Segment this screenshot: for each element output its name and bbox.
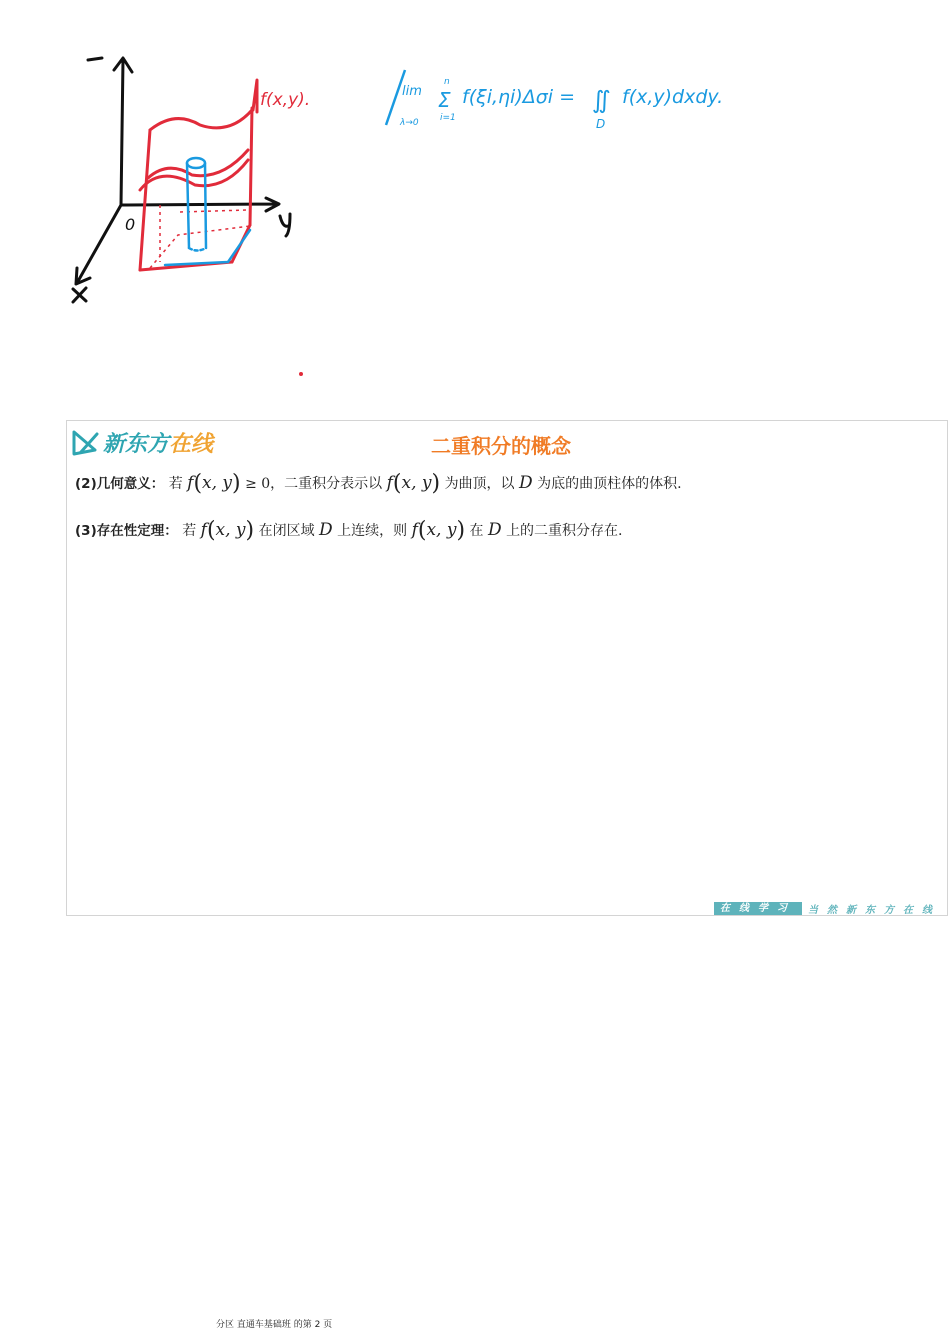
text: 若 — [182, 523, 197, 539]
paragraph-geometric-meaning — [75, 471, 682, 496]
handwritten-sketch — [0, 0, 950, 400]
math-args: x, y — [426, 520, 457, 540]
math-args: x, y — [401, 473, 432, 493]
brand-logo — [71, 426, 213, 458]
paren-open: ( — [392, 471, 402, 496]
text: 上的二重积分存在. — [506, 523, 623, 539]
text: 为曲顶，以 — [444, 476, 515, 492]
x-letter — [73, 288, 86, 302]
paren-close: ) — [232, 471, 241, 496]
text: 上连续，则 — [337, 523, 408, 539]
paren-close: ) — [431, 471, 441, 496]
brand-logo-part2: 在线 — [169, 431, 214, 457]
slide-title: 二重积分的概念 — [431, 434, 571, 458]
math-f: f — [200, 520, 207, 540]
math-args: x, y — [202, 473, 233, 493]
formula-integral-body: f(x,y)dxdy. — [622, 86, 724, 108]
paragraph-existence-theorem — [75, 518, 623, 543]
math-D: D — [319, 520, 333, 540]
formula-sum-body: f(ξi,ηi)Δσi = — [462, 86, 576, 108]
math-f: f — [187, 473, 194, 493]
paragraph-lead: (2)几何意义： — [75, 476, 165, 492]
surface-label: f(x,y). — [260, 90, 311, 110]
paren-close: ) — [456, 518, 466, 543]
y-letter — [280, 214, 290, 236]
paragraph-lead: (3)存在性定理： — [75, 523, 178, 539]
brand-logo-icon — [71, 428, 101, 456]
column-left — [187, 163, 189, 248]
slogan — [714, 901, 941, 915]
paren-open: ( — [417, 518, 427, 543]
page-footer: 分区 直通车基础班 的第 2 页 — [216, 1320, 333, 1330]
math-D: D — [487, 520, 502, 540]
text: ≥ 0，二重积分表示以 — [245, 476, 383, 492]
text: 在 — [469, 523, 484, 539]
formula-domain: D — [596, 117, 606, 131]
formula-lim-sub: λ→0 — [400, 118, 419, 128]
stray-mark — [299, 372, 303, 376]
paren-close: ) — [245, 518, 255, 543]
formula-sum-sign: Σ — [438, 88, 451, 112]
slide — [66, 420, 948, 916]
paren-open: ( — [206, 518, 216, 543]
text: 在闭区域 — [258, 523, 315, 539]
paren-open: ( — [193, 471, 203, 496]
text: 为底的曲顶柱体的体积. — [537, 476, 682, 492]
math-args: x, y — [215, 520, 246, 540]
math-f: f — [386, 473, 393, 493]
formula-sum-bot: i=1 — [440, 113, 456, 123]
back-right-edge — [250, 108, 252, 225]
column-right — [205, 163, 206, 248]
formula-integral-sign: ∬ — [592, 86, 611, 114]
formula-lim: lim — [402, 84, 422, 99]
math-f: f — [411, 520, 418, 540]
column-bottom — [189, 248, 206, 251]
hidden-edge-3 — [180, 210, 248, 212]
formula-sum-top: n — [444, 77, 450, 87]
surface-pointer — [253, 80, 257, 112]
brand-logo-text — [103, 427, 213, 458]
origin-label: 0 — [125, 215, 136, 234]
left-edge — [140, 130, 150, 270]
math-D: D — [519, 473, 533, 493]
column-top — [187, 158, 205, 168]
slogan-boxed: 在线学习 — [714, 902, 802, 915]
slogan-tail: 当然新东方在线 — [808, 904, 941, 916]
brand-logo-part1: 新东方 — [103, 431, 170, 457]
z-axis-tick — [88, 58, 102, 60]
text: 若 — [168, 476, 183, 492]
hidden-edge-2 — [150, 226, 250, 268]
z-axis — [114, 58, 132, 205]
x-axis — [76, 205, 121, 284]
top-surface-back — [150, 110, 252, 130]
